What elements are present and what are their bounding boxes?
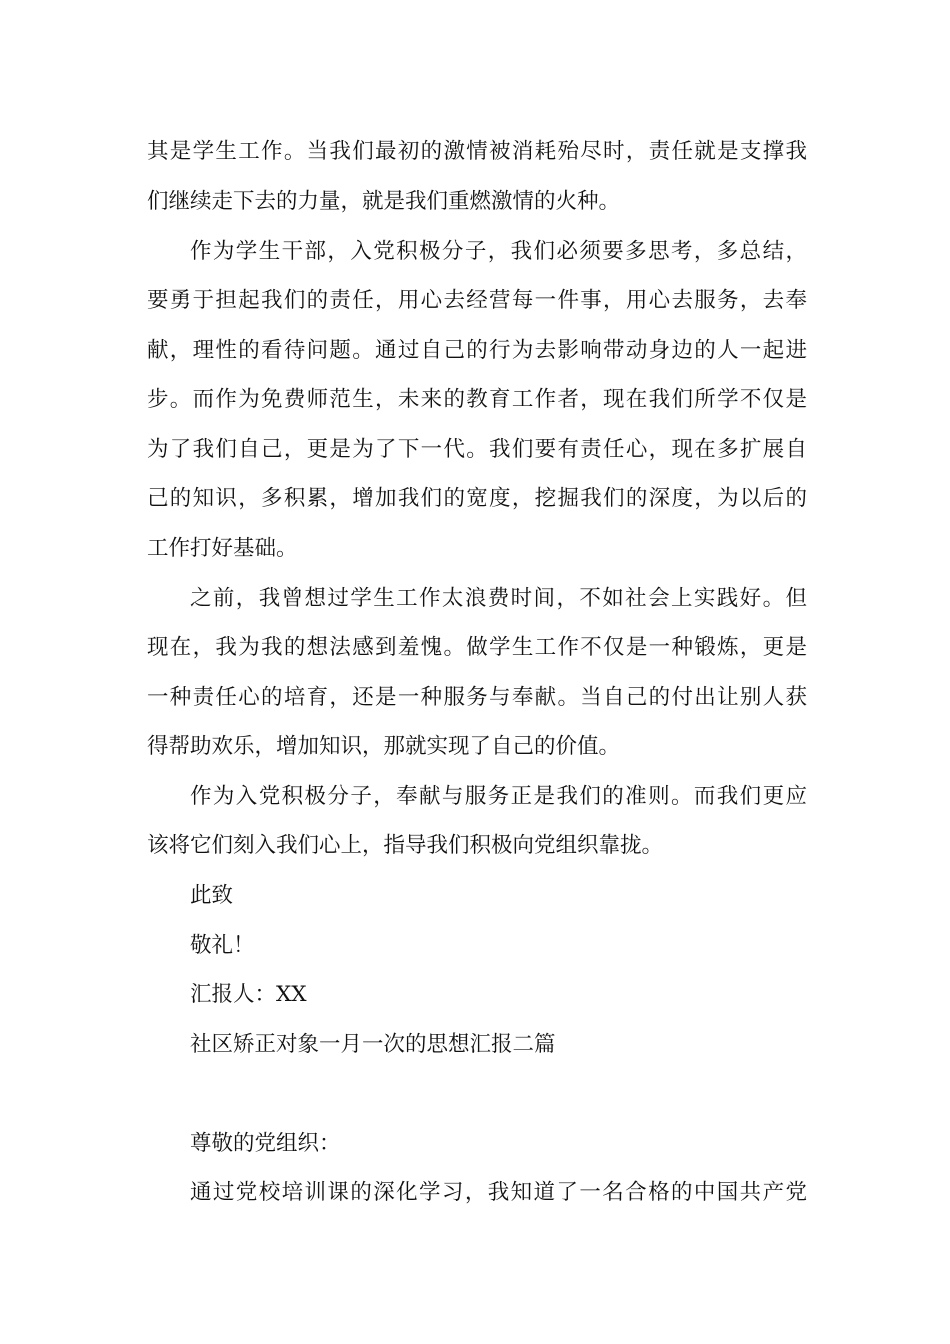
closing-salutation: 此致 bbox=[190, 883, 234, 908]
text-line: 该将它们刻入我们心上，指导我们积极向党组织靠拢。 bbox=[147, 833, 664, 858]
closing-respect: 敬礼！ bbox=[190, 933, 255, 958]
text-line: 作为入党积极分子，奉献与服务正是我们的准则。而我们更应 bbox=[190, 784, 807, 809]
text-line: 工作打好基础。 bbox=[147, 536, 298, 561]
text-line: 要勇于担起我们的责任，用心去经营每一件事，用心去服务，去奉 bbox=[147, 288, 807, 313]
text-line: 为了我们自己，更是为了下一代。我们要有责任心，现在多扩展自 bbox=[147, 437, 807, 462]
text-line: 作为学生干部，入党积极分子，我们必须要多思考，多总结， bbox=[190, 239, 807, 264]
text-line: 通过党校培训课的深化学习，我知道了一名合格的中国共产党 bbox=[190, 1180, 807, 1205]
text-line: 们继续走下去的力量，就是我们重燃激情的火种。 bbox=[147, 189, 621, 214]
text-line: 一种责任心的培育，还是一种服务与奉献。当自己的付出让别人获 bbox=[147, 685, 807, 710]
text-line: 己的知识，多积累，增加我们的宽度，挖掘我们的深度，为以后的 bbox=[147, 486, 807, 511]
section-title: 社区矫正对象一月一次的思想汇报二篇 bbox=[190, 1032, 556, 1057]
text-line: 步。而作为免费师范生，未来的教育工作者，现在我们所学不仅是 bbox=[147, 387, 807, 412]
reporter-name: 汇报人：XX bbox=[190, 982, 307, 1007]
greeting: 尊敬的党组织： bbox=[190, 1131, 341, 1156]
text-line: 得帮助欢乐，增加知识，那就实现了自己的价值。 bbox=[147, 734, 621, 759]
text-line: 献，理性的看待问题。通过自己的行为去影响带动身边的人一起进 bbox=[147, 338, 807, 363]
text-line: 其是学生工作。当我们最初的激情被消耗殆尽时，责任就是支撑我 bbox=[147, 139, 807, 164]
text-line: 之前，我曾想过学生工作太浪费时间，不如社会上实践好。但 bbox=[190, 586, 807, 611]
text-line: 现在，我为我的想法感到羞愧。做学生工作不仅是一种锻炼，更是 bbox=[147, 635, 807, 660]
